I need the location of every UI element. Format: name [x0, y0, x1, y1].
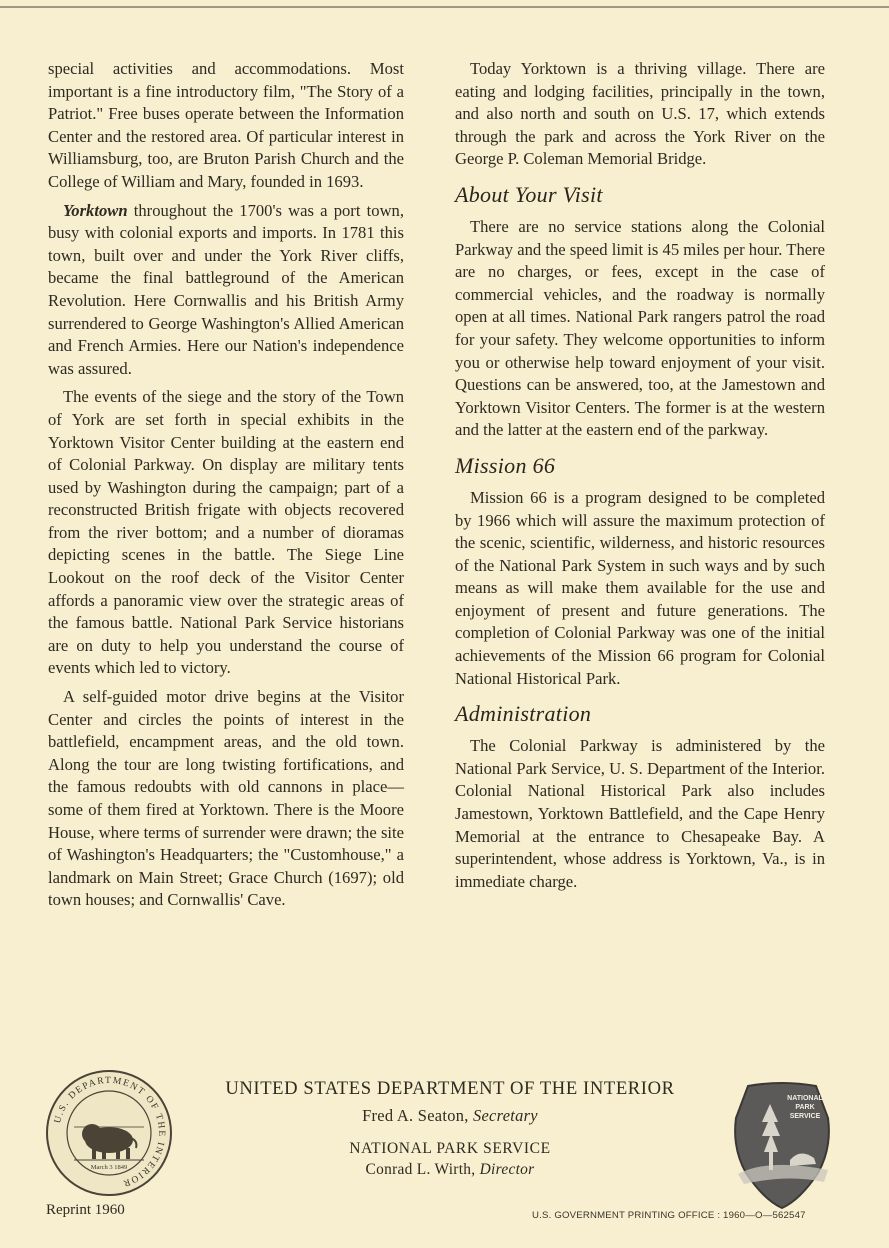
- director-name: Conrad L. Wirth,: [365, 1161, 480, 1178]
- secretary-title: Secretary: [472, 1106, 538, 1125]
- paragraph-mission-66: Mission 66 is a program designed to be completed by 1966 which will assure the maximum protection of the scenic, scientific, wilderness, and historic resources of the National Park System in such ways and by such means as will make them available for the use and enjoyment of present and future generations. The completion of Colonial Parkway was one of the initial achievements of the Mission 66 program for Colonial National Historical Park.: [455, 487, 825, 688]
- secretary-name: Fred A. Seaton,: [362, 1106, 473, 1125]
- yorktown-text: throughout the 1700's was a port town, busy with colonial exports and imports. In 1781 this town, built over and under the York River cliffs, became the final battleground of the American Revolution. Here Cornwallis and his British Army surrendered to George Washington's Allied American and French Armies. Here our Nation's independence was assured.: [48, 200, 404, 378]
- heading-mission-66: Mission 66: [455, 452, 556, 478]
- paragraph-motor-drive: A self-guided motor drive begins at the Visitor Center and circles the points of interest in the battlefield, encampment areas, and the old town. Along the tour are long twisting fortifications, and the famous redoubts with old cannons in place—some of them fired at Yorktown. There is the Moore House, where terms of surrender were drawn; the site of Washington's Headquarters; the "Customhouse," a landmark on Main Street; Grace Church (1697); old town houses; and Cornwallis' Cave.: [48, 687, 404, 910]
- nps-arrowhead-logo-icon: [728, 1078, 836, 1210]
- director-line: [180, 1161, 720, 1179]
- top-rule: [0, 6, 889, 8]
- yorktown-lead: Yorktown: [63, 200, 128, 220]
- paragraph-williamsburg: special activities and accommodations. Most important is a fine introductory film, "The Story of a Patriot." Free buses operate between the Information Center and the restored area. Of particular interest in Williamsburg, too, are Bruton Parish Church and the College of William and Mary, founded in 1693.: [48, 59, 404, 191]
- svg-text:NATIONAL: NATIONAL: [787, 1095, 823, 1102]
- paragraph-administration: The Colonial Parkway is administered by the National Park Service, U. S. Department of the Interior. Colonial National Historical Park also includes Jamestown, Yorktown Battlefield, and the Cape Henry Memorial at the entrance to Chesapeake Bay. A superintendent, whose address is Yorktown, Va., is in immediate charge.: [455, 736, 825, 891]
- heading-administration: Administration: [455, 701, 592, 727]
- paragraph-today-yorktown: Today Yorktown is a thriving village. There are eating and lodging facilities, principally in the town, and also north and south on U.S. 17, which extends through the park and across the York River on the George P. Coleman Memorial Bridge.: [455, 59, 825, 169]
- svg-text:PARK: PARK: [795, 1104, 815, 1111]
- paragraph-about-visit: There are no service stations along the Colonial Parkway and the speed limit is 45 miles per hour. There are no charges, or fees, except in the case of commercial vehicles, and the roadway is normally open at all times. National Park rangers patrol the road for your safety. They welcome opportunities to inform you or otherwise help toward enjoyment of your visit. Questions can be answered, too, at the Jamestown and Yorktown Visitor Centers. The former is at the western and the latter at the eastern end of the parkway.: [455, 216, 825, 440]
- right-column: [455, 58, 825, 893]
- printing-office-line: U.S. GOVERNMENT PRINTING OFFICE : 1960—O—562547: [532, 1210, 806, 1221]
- svg-text:U.S. DEPARTMENT OF THE INTERIO: U.S. DEPARTMENT OF THE INTERIOR: [52, 1075, 167, 1189]
- paragraph-siege-exhibits: The events of the siege and the story of the Town of York are set forth in special exhibits in the Yorktown Visitor Center building at the eastern end of Colonial Parkway. On display are military tents used by Washington during the campaign; part of a reconstructed British frigate with objects recovered from the river bottom; and a number of dioramas depicting scenes in the battle. The Siege Line Lookout on the roof deck of the Visitor Center affords a panoramic view over the strategic areas of the famous battle. National Park Service historians are on duty to help you understand the course of events which led to victory.: [48, 387, 404, 678]
- left-column: [48, 58, 404, 912]
- paragraph-yorktown: [48, 200, 404, 381]
- svg-text:SERVICE: SERVICE: [789, 1113, 821, 1120]
- heading-about-your-visit: About Your Visit: [455, 181, 603, 207]
- director-title: Director: [479, 1161, 535, 1178]
- footer: [0, 1060, 889, 1248]
- reprint-note: Reprint 1960: [46, 1202, 125, 1218]
- agency-name: NATIONAL PARK SERVICE: [349, 1140, 551, 1157]
- department-name: UNITED STATES DEPARTMENT OF THE INTERIOR: [225, 1078, 675, 1099]
- svg-text:March 3 1849: March 3 1849: [90, 1164, 128, 1171]
- secretary-line: [180, 1106, 720, 1126]
- interior-department-seal-icon: [44, 1068, 174, 1198]
